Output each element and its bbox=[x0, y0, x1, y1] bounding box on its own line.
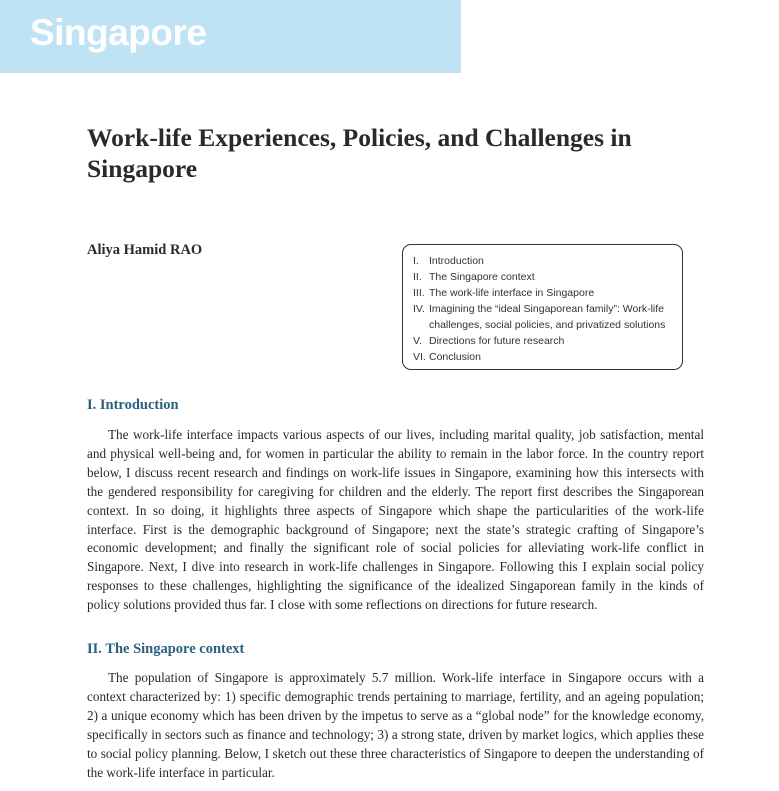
section-body-context: The population of Singapore is approximately 5.7 million. Work-life interface in Singapore occurs with a context characterized by: 1) specific demographic trends pertaining to marriage, fertility, and an ageing population; 2) a unique economy which has been driven by the impetus to serve as a “global node” for the knowledge economy, specifically in sectors such as finance and technology; 3) a strong state, driven by market logics, which applies these to social policy planning. Below, I sketch out these three characteristics of Singapore to deepen the understanding of the work-life interface in particular. bbox=[87, 670, 704, 780]
section-heading-context: II. The Singapore context bbox=[87, 641, 245, 657]
toc-item[interactable] bbox=[413, 285, 674, 301]
section-body-introduction: The work-life interface impacts various aspects of our lives, including marital quality, job satisfaction, mental and physical well-being and, for women in particular the ability to remain in the labor force. In the country report below, I discuss recent research and findings on work-life issues in Singapore, examining how this intersects with the gendered responsibility for caregiving for children and the elderly. The report first describes the Singaporean context. In so doing, it highlights three aspects of Singapore which shape the particularities of the work-life interface. First is the demographic background of Singapore; next the state’s strategic crafting of Singapore’s economic development; and finally the significant role of social policies for alleviating work-life conflict in Singapore. Next, I dive into research in work-life challenges in Singapore. Following this I explain social policy responses to these challenges, highlighting the significance of the idealized Singaporean family in the kinds of policy solutions provided thus far. I close with some reflections on directions for future research. bbox=[87, 427, 704, 613]
toc-number: I. bbox=[413, 255, 419, 267]
table-of-contents bbox=[402, 244, 683, 370]
article-title: Work-life Experiences, Policies, and Challenges in Singapore bbox=[87, 123, 632, 183]
toc-item[interactable] bbox=[413, 269, 674, 285]
toc-number: V. bbox=[413, 335, 422, 347]
toc-label: Conclusion bbox=[429, 351, 481, 363]
toc-label: Introduction bbox=[429, 255, 484, 267]
toc-number: IV. bbox=[413, 303, 425, 315]
section-heading-introduction: I. Introduction bbox=[87, 397, 179, 413]
toc-label: The work-life interface in Singapore bbox=[429, 287, 595, 299]
country-banner bbox=[0, 0, 461, 73]
toc-number: II. bbox=[413, 271, 422, 283]
toc-item[interactable] bbox=[413, 301, 674, 333]
toc-item[interactable] bbox=[413, 349, 674, 365]
banner-label: Singapore bbox=[30, 12, 207, 53]
author-name: Aliya Hamid RAO bbox=[87, 242, 203, 258]
toc-item[interactable] bbox=[413, 253, 674, 269]
toc-number: III. bbox=[413, 287, 425, 299]
toc-label: Imagining the “ideal Singaporean family”: Work-life challenges, social policies, and privatized solutions bbox=[429, 303, 666, 331]
toc-number: VI. bbox=[413, 351, 426, 363]
toc-label: Directions for future research bbox=[429, 335, 565, 347]
toc-label: The Singapore context bbox=[429, 271, 535, 283]
toc-item[interactable] bbox=[413, 333, 674, 349]
